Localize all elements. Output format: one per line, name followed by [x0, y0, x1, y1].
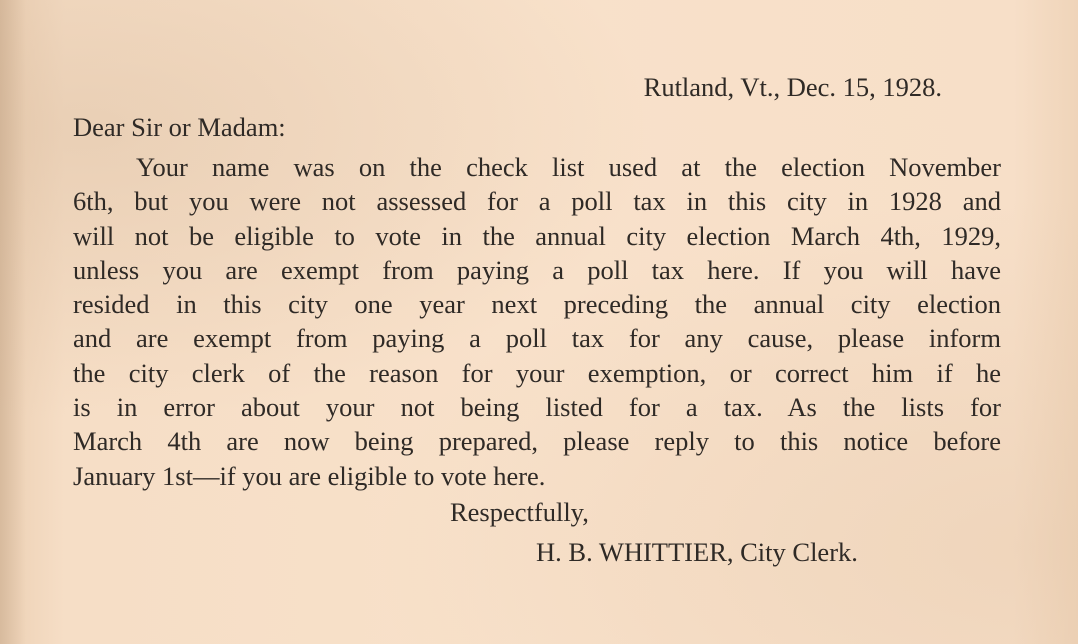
body-line: resided in this city one year next preceding the annual city election	[73, 289, 1001, 320]
dateline: Rutland, Vt., Dec. 15, 1928.	[643, 72, 942, 102]
card-edge-shading	[0, 0, 26, 644]
body-line: Your name was on the check list used at the election November	[136, 152, 1001, 182]
body-line: unless you are exempt from paying a poll tax here. If you will have	[73, 254, 1001, 285]
signature-line: H. B. WHITTIER, City Clerk.	[536, 537, 858, 567]
closing: Respectfully,	[450, 497, 589, 527]
body-line: March 4th are now being prepared, please reply to this notice before	[73, 426, 1001, 457]
body-line: is in error about your not being listed for a tax. As the lists for	[73, 392, 1001, 423]
body-line: January 1st—if you are eligible to vote here.	[73, 460, 546, 491]
body-line: and are exempt from paying a poll tax for any cause, please inform	[73, 323, 1001, 354]
body-line: the city clerk of the reason for your exemption, or correct him if he	[73, 357, 1001, 388]
body-line: will not be eligible to vote in the annual city election March 4th, 1929,	[73, 220, 1001, 251]
notice-body	[73, 150, 1001, 493]
body-line: 6th, but you were not assessed for a poll tax in this city in 1928 and	[73, 186, 1001, 217]
salutation: Dear Sir or Madam:	[73, 112, 286, 142]
